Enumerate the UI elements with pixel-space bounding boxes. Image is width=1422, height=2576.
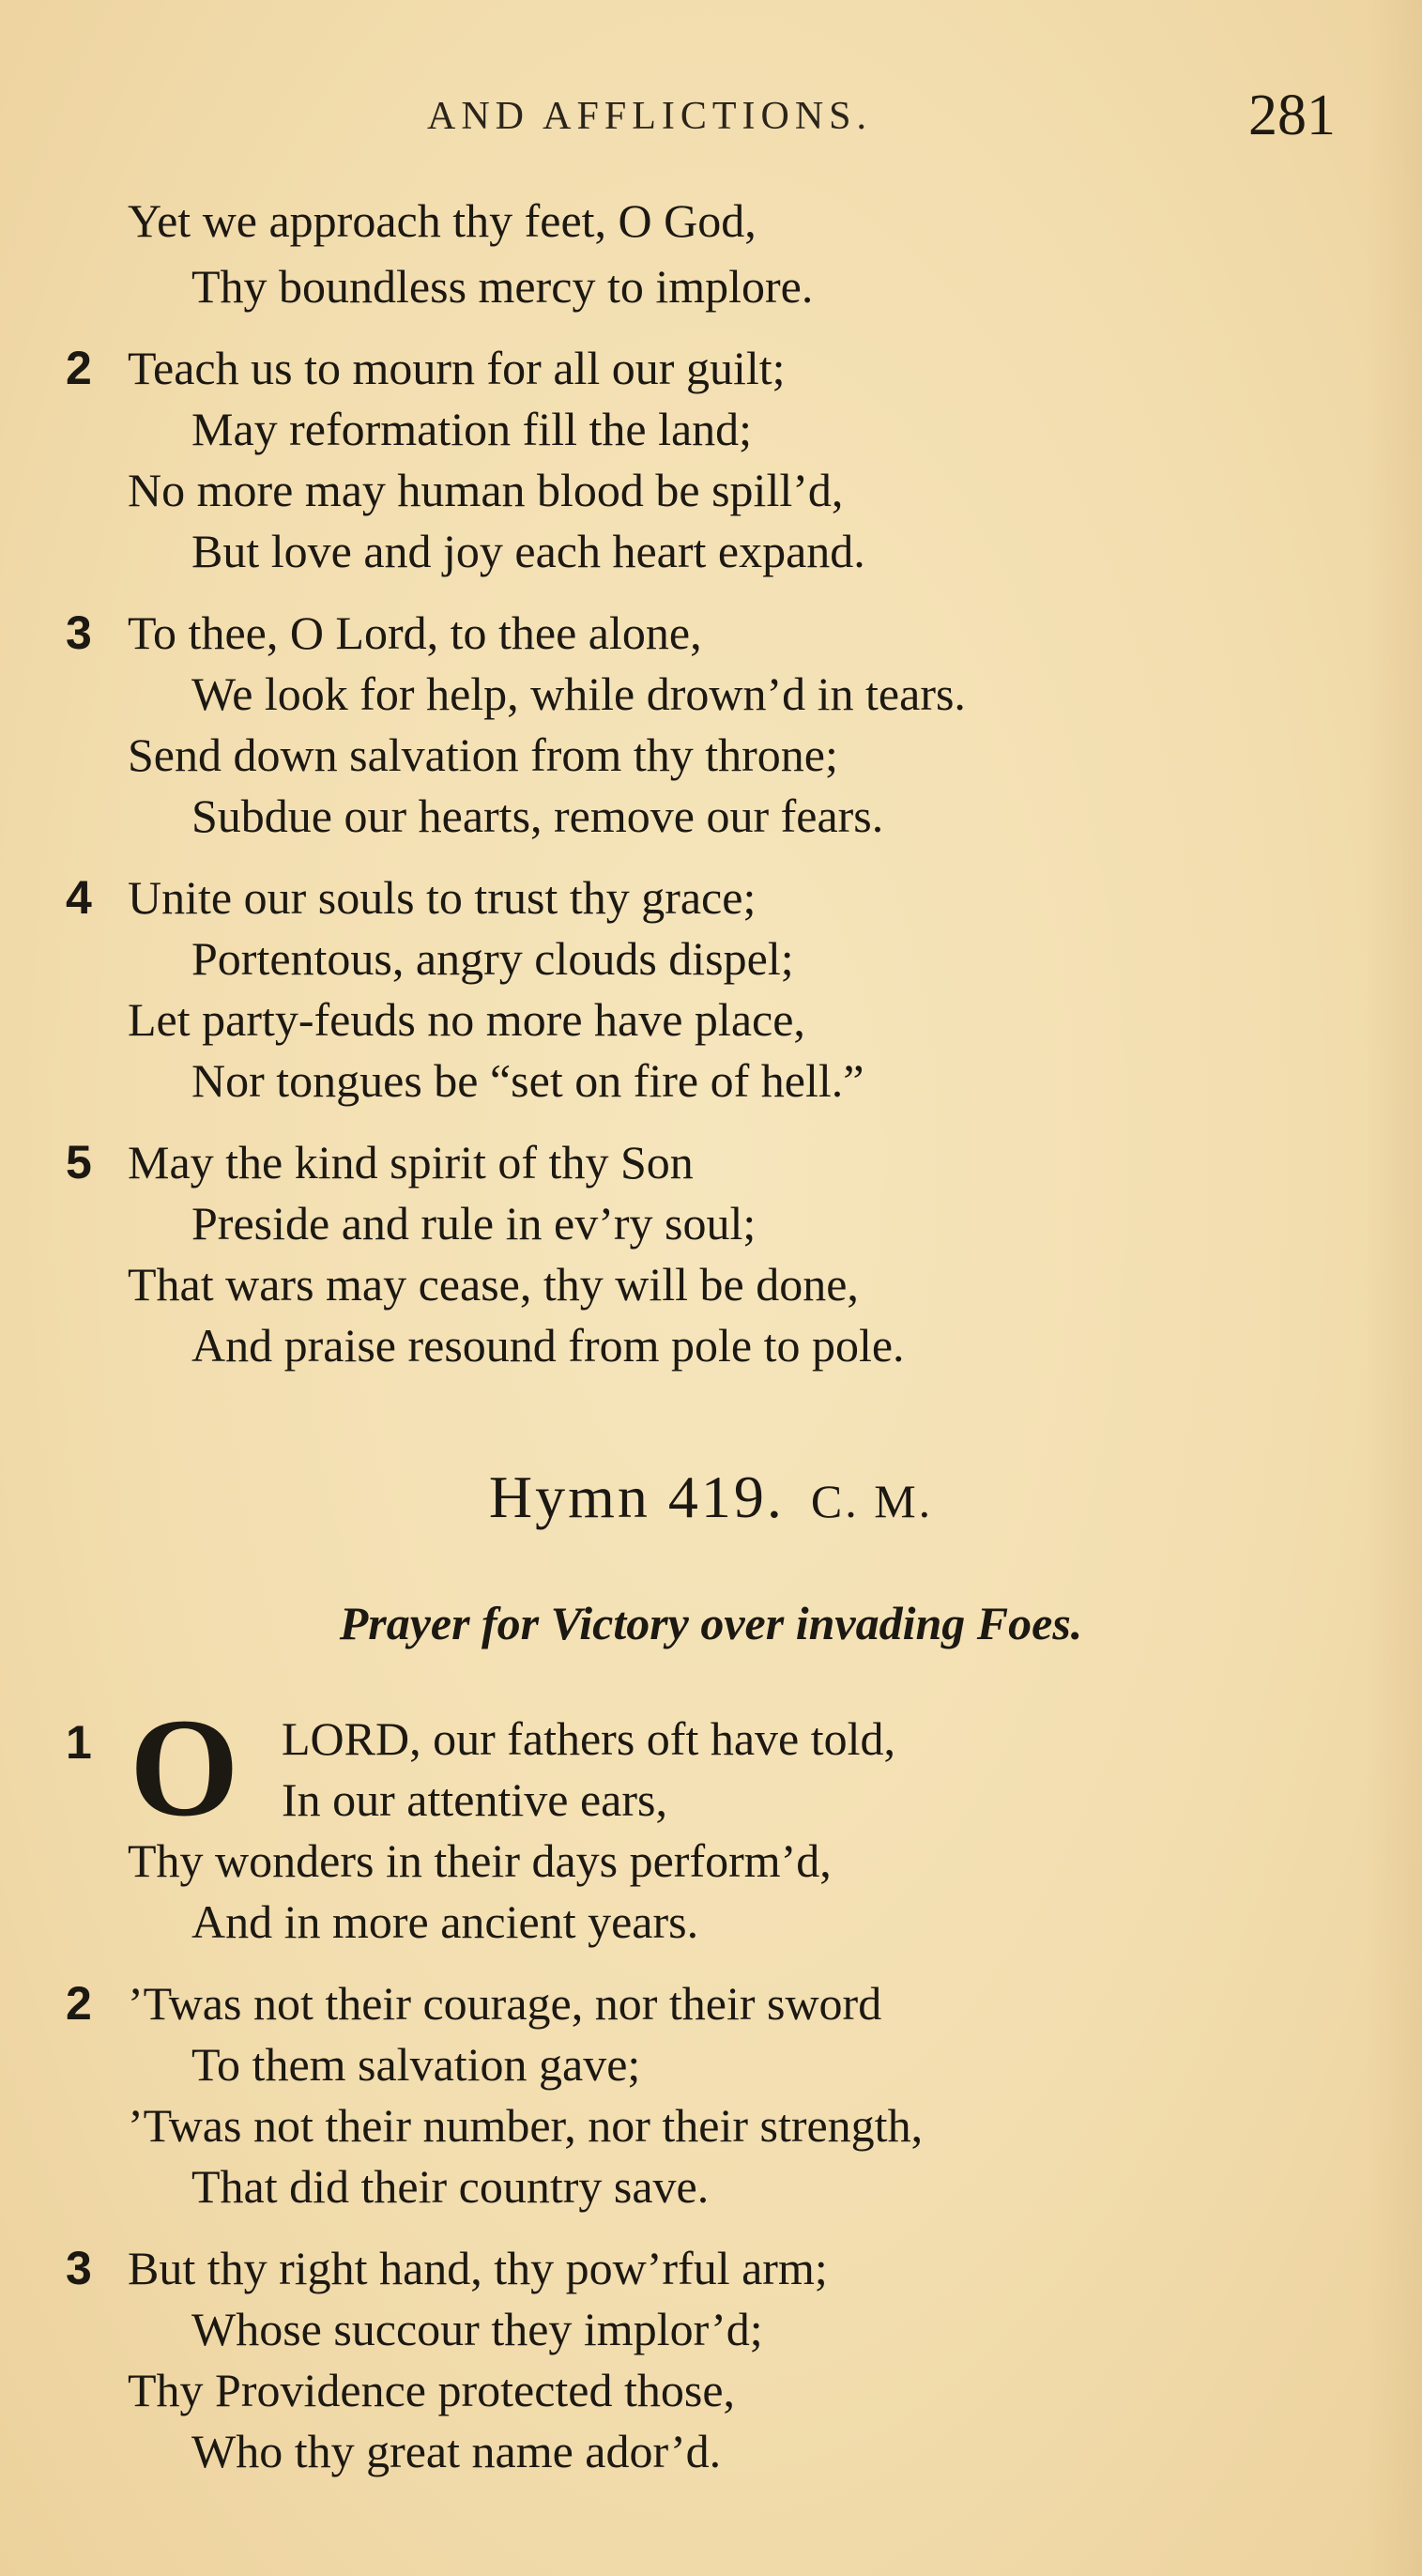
verse-line: Teach us to mourn for all our guilt; (128, 342, 786, 394)
verse-line: Send down salvation from thy throne; (128, 728, 838, 781)
verse-line: To thee, O Lord, to thee alone, (128, 606, 702, 659)
drop-cap: O (130, 1690, 239, 1846)
verse-line: No more may human blood be spill’d, (128, 464, 844, 516)
verse-line: But love and joy each heart expand. (191, 525, 865, 577)
stanza-number: 5 (66, 1136, 92, 1188)
verse-line: And in more ancient years. (191, 1895, 699, 1948)
verse-line: Whose succour they implor’d; (191, 2303, 763, 2355)
verse-line: That did their country save. (191, 2160, 710, 2213)
hymn-number-title: Hymn 419. (488, 1464, 785, 1530)
verse-line: Nor tongues be “set on fire of hell.” (191, 1054, 864, 1107)
verse-line: We look for help, while drown’d in tears. (191, 667, 966, 720)
page-edge-shading (1366, 0, 1422, 2576)
stanza-number: 3 (66, 2242, 92, 2294)
stanza-number: 2 (66, 1977, 92, 2030)
verse-line: Yet we approach thy feet, O God, (128, 194, 757, 247)
page-header (0, 83, 1422, 158)
verse-line: May the kind spirit of thy Son (128, 1136, 694, 1188)
verse-line: Portentous, angry clouds dispel; (191, 932, 794, 985)
verse-line: And praise resound from pole to pole. (191, 1319, 905, 1372)
stanza-number: 1 (66, 1716, 92, 1769)
stanza-number: 4 (66, 871, 92, 924)
page-number: 281 (1248, 84, 1336, 147)
hymn-title (0, 1463, 1422, 1532)
verse-line: Who thy great name ador’d. (191, 2425, 722, 2477)
verse-line: ’Twas not their courage, nor their sword (128, 1977, 882, 2030)
verse-line: Thy boundless mercy to implore. (191, 260, 814, 313)
verse-line: But thy right hand, thy pow’rful arm; (128, 2242, 828, 2294)
verse-line: To them salvation gave; (191, 2038, 641, 2091)
hymn-subtitle: Prayer for Victory over invading Foes. (339, 1597, 1083, 1649)
running-head: AND AFFLICTIONS. (427, 95, 873, 138)
verse-line: Subdue our hearts, remove our fears. (191, 790, 884, 842)
verse-line: Preside and rule in ev’ry soul; (191, 1197, 757, 1250)
hymn-metre: C. M. (810, 1475, 934, 1527)
verse-line: Let party-feuds no more have place, (128, 993, 805, 1046)
stanza-number: 2 (66, 342, 92, 394)
verse-line: That wars may cease, thy will be done, (128, 1258, 859, 1311)
verse-line: Unite our souls to trust thy grace; (128, 871, 757, 924)
stanza-number: 3 (66, 606, 92, 659)
verse-line: May reformation fill the land; (191, 403, 753, 455)
verse-line: ’Twas not their number, nor their strength, (128, 2099, 924, 2152)
verse-line: Thy Providence protected those, (128, 2364, 736, 2416)
verse-line: LORD, our fathers oft have told, (282, 1712, 896, 1765)
verse-line: Thy wonders in their days perform’d, (128, 1834, 832, 1887)
verse-line: In our attentive ears, (282, 1773, 667, 1826)
